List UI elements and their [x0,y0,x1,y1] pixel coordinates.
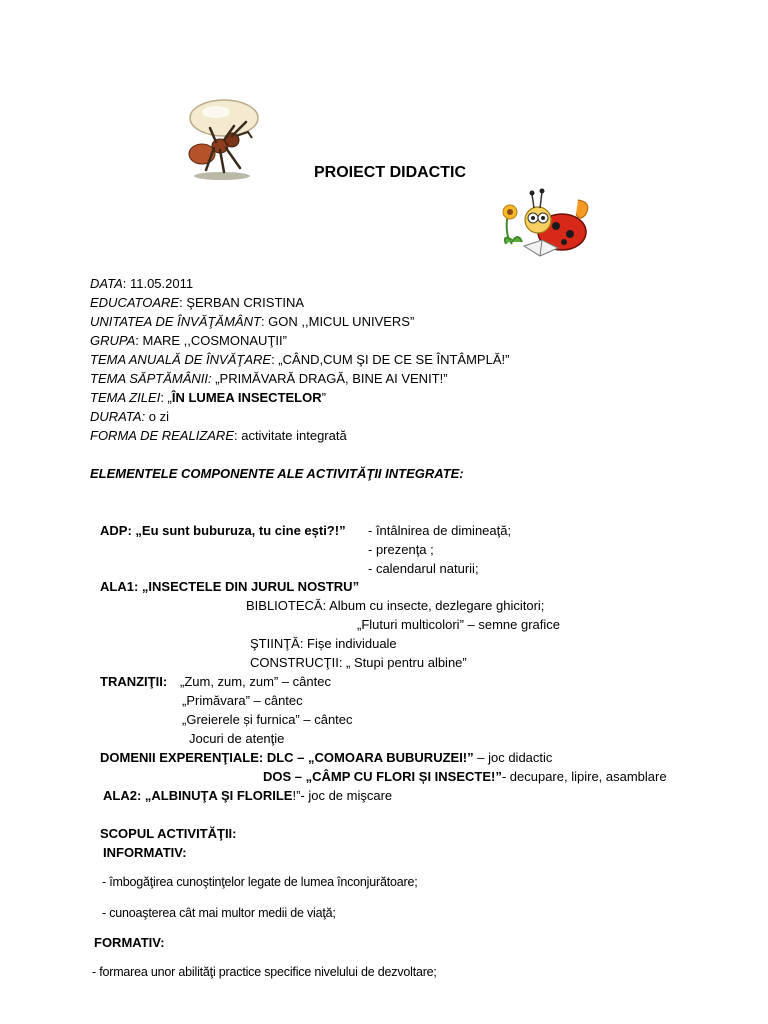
ala1-line: ALA1: „INSECTELE DIN JURUL NOSTRU” [100,579,360,594]
ala2-line: ALA2: „ALBINUŢA ŞI FLORILE!”- joc de mişcare [103,788,393,803]
info-data: DATA: 11.05.2011 [90,276,194,291]
tranzitii-item: „Greierele și furnica” – cântec [182,712,353,727]
adp-line: ADP: „Eu sunt buburuza, tu cine ești?!” [100,523,346,538]
adp-item: - întâlnirea de dimineaţă; [368,523,512,538]
info-tema-saptamanii: TEMA SĂPTĂMÂNII: „PRIMĂVARĂ DRAGĂ, BINE AI VENIT!” [90,371,448,386]
info-durata: DURATA: o zi [90,409,169,424]
domenii-dos: DOS – „CÂMP CU FLORI ȘI INSECTE!”- decupare, lipire, asamblare [263,769,667,784]
tranzitii-item: „Primăvara” – cântec [182,693,303,708]
ala1-constructii: CONSTRUCŢII: „ Stupi pentru albine” [250,655,467,670]
tranzitii-label: TRANZIŢII: [100,674,168,689]
tranzitii-item: „Zum, zum, zum” – cântec [180,674,331,689]
info-unitate: UNITATEA DE ÎNVĂŢĂMÂNT: GON ,,MICUL UNIVERS” [90,314,415,329]
scopul-heading: SCOPUL ACTIVITĂŢII: [100,826,237,841]
adp-item: - calendarul naturii; [368,561,479,576]
info-tema-anuala: TEMA ANUALĂ DE ÎNVĂŢARE: „CÂND,CUM ŞI DE CE SE ÎNTÂMPLĂ!” [90,352,510,367]
info-grupa: GRUPA: MARE ,,COSMONAUŢII” [90,333,287,348]
document-title: PROIECT DIDACTIC [314,164,466,181]
elements-heading: ELEMENTELE COMPONENTE ALE ACTIVITĂŢII INTEGRATE: [90,466,464,481]
informativ-heading: INFORMATIV: [103,845,187,860]
ala1-biblioteca: BIBLIOTECĂ: Album cu insecte, dezlegare ghicitori; [246,598,545,613]
informativ-item: - îmbogăţirea cunoştinţelor legate de lumea înconjurătoare; [102,875,418,889]
ala1-stiinta: ŞTIINŢĂ: Fișe individuale [250,636,397,651]
info-tema-zilei: TEMA ZILEI: „ÎN LUMEA INSECTELOR” [90,390,326,405]
informativ-item: - cunoaşterea cât mai multor medii de viaţă; [102,906,336,920]
adp-item: - prezenţa ; [368,542,434,557]
formativ-item: - formarea unor abilităţi practice specifice nivelului de dezvoltare; [92,965,437,979]
info-forma: FORMA DE REALIZARE: activitate integrată [90,428,347,443]
ala1-fluturi: „Fluturi multicolori” – semne grafice [357,617,561,632]
formativ-heading: FORMATIV: [94,935,165,950]
tranzitii-item: Jocuri de atenţie [189,731,285,746]
ladybug-reading-clipart-icon [498,184,594,264]
info-educatoare: EDUCATOARE: ŞERBAN CRISTINA [90,295,305,310]
domenii-dlc: DOMENII EXPERENŢIALE: DLC – „COMOARA BUBURUZEI!” – joc didactic [100,750,553,765]
ant-egg-clipart-icon [176,96,268,182]
